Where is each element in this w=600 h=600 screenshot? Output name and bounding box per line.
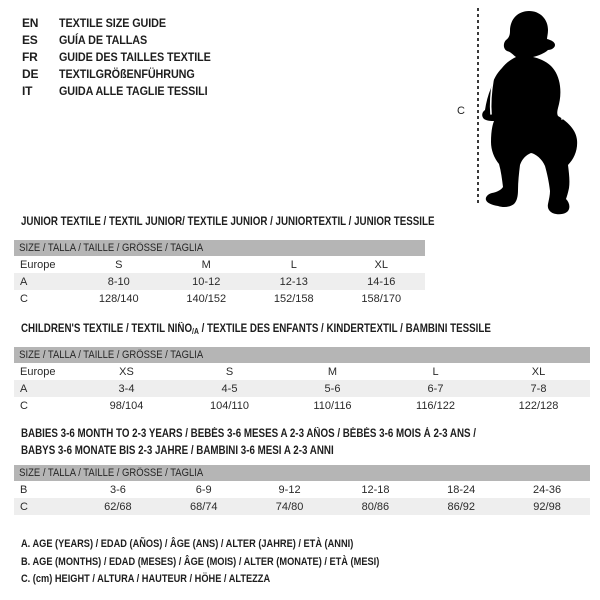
cell: 14-16 (367, 275, 396, 288)
cell: L (290, 258, 297, 271)
row-label: Europe (20, 258, 56, 271)
language-title: TEXTILGRÖßENFÜHRUNG (59, 66, 195, 81)
cell: 18-24 (447, 483, 476, 496)
table-size-header (14, 347, 590, 363)
language-code: FR (22, 49, 38, 64)
cell: XL (531, 365, 546, 378)
cell: 8-10 (107, 275, 130, 288)
legend-footnotes (21, 536, 448, 589)
baby-silhouette-image (480, 0, 600, 216)
cell: 68/74 (189, 500, 218, 513)
height-dotted-line (477, 8, 479, 206)
cell: 4-5 (221, 382, 238, 395)
language-code: ES (22, 32, 38, 47)
babies-title-line1: BABIES 3-6 MONTH TO 2-3 YEARS / BEBÉS 3-6 MESES A 2-3 AÑOS / BÉBÉS 3-6 MOIS À 2-3 ANS / (21, 428, 477, 440)
cell: M (327, 365, 338, 378)
cell: 122/128 (518, 399, 559, 412)
table-size-header (14, 240, 425, 256)
row-label: C (20, 292, 28, 305)
junior-section-title: JUNIOR TEXTILE / TEXTIL JUNIOR/ TEXTILE JUNIOR / JUNIORTEXTIL / JUNIOR TESSILE (21, 216, 435, 228)
cell: XL (374, 258, 388, 271)
children-section-title (21, 321, 491, 340)
language-title: GUIDE DES TAILLES TEXTILE (59, 49, 211, 64)
row-label: Europe (20, 365, 56, 378)
cell: 9-12 (278, 483, 301, 496)
table-row (14, 498, 590, 515)
size-header-label: SIZE / TALLA / TAILLE / GRÖSSE / TAGLIA (19, 467, 204, 479)
cell: 7-8 (530, 382, 547, 395)
table-row (14, 481, 590, 498)
cell: 104/110 (210, 399, 249, 412)
size-header-label: SIZE / TALLA / TAILLE / GRÖSSE / TAGLIA (19, 349, 204, 361)
cell: 24-36 (532, 483, 562, 496)
cell: 128/140 (98, 292, 139, 305)
cell: XS (119, 365, 134, 378)
cell: 5-6 (324, 382, 341, 395)
cell: 10-12 (192, 275, 221, 288)
cell: 74/80 (275, 500, 304, 513)
language-code: IT (22, 83, 33, 98)
junior-table (14, 240, 425, 307)
language-title: TEXTILE SIZE GUIDE (59, 15, 167, 30)
table-size-header (14, 465, 590, 481)
row-label: C (20, 500, 28, 513)
cell: 116/122 (416, 399, 455, 412)
row-label: A (20, 275, 28, 288)
language-row (22, 31, 228, 48)
language-code: EN (22, 15, 39, 30)
cell: 80/86 (361, 500, 390, 513)
language-row (22, 65, 228, 82)
table-row (14, 256, 425, 273)
children-title-subscript: /A (192, 327, 199, 336)
cell: 152/158 (273, 292, 314, 305)
table-row (14, 380, 590, 397)
row-label: A (20, 382, 28, 395)
cell: 12-18 (361, 483, 390, 496)
cell: S (115, 258, 123, 271)
cell: 3-4 (118, 382, 135, 395)
cell: L (432, 365, 439, 378)
cell: 3-6 (109, 483, 126, 496)
babies-section-title (21, 426, 476, 460)
footnote-c: C. (cm) HEIGHT / ALTURA / HAUTEUR / HÖHE / ALTEZZA (21, 573, 271, 585)
cell: 12-13 (279, 275, 308, 288)
cell: 140/152 (186, 292, 227, 305)
row-label: B (20, 483, 28, 496)
cell: 62/68 (104, 500, 132, 513)
row-label: C (20, 399, 28, 412)
language-title: GUÍA DE TALLAS (59, 32, 148, 47)
table-row (14, 397, 590, 414)
table-row (14, 363, 590, 380)
footnote-b: B. AGE (MONTHS) / EDAD (MESES) / ÂGE (MOIS) / ALTER (MONATE) / ETÀ (MESI) (21, 555, 380, 568)
cell: 86/92 (447, 500, 475, 513)
babies-table (14, 465, 590, 515)
cell: S (225, 365, 234, 378)
cell: M (201, 258, 211, 271)
cell: 158/170 (361, 292, 402, 305)
language-row (22, 14, 228, 31)
children-title-post: / TEXTILE DES ENFANTS / KINDERTEXTIL / BAMBINI TESSILE (198, 323, 491, 335)
size-header-label: SIZE / TALLA / TAILLE / GRÖSSE / TAGLIA (19, 242, 204, 254)
language-list (22, 14, 228, 99)
table-row (14, 273, 425, 290)
language-row (22, 48, 228, 65)
language-code: DE (22, 66, 39, 81)
cell: 98/104 (109, 399, 144, 412)
language-title: GUIDA ALLE TAGLIE TESSILI (59, 83, 208, 98)
footnote-a: A. AGE (YEARS) / EDAD (AÑOS) / ÂGE (ANS) / ALTER (JAHRE) / ETÀ (ANNI) (21, 538, 354, 550)
height-measure-label: C (457, 105, 465, 117)
table-row (14, 290, 425, 307)
cell: 110/116 (313, 399, 352, 412)
children-table (14, 347, 590, 414)
cell: 6-9 (195, 483, 212, 496)
language-row (22, 82, 228, 99)
babies-title-line2: BABYS 3-6 MONATE BIS 2-3 JAHRE / BAMBINI 3-6 MESI A 2-3 ANNI (21, 445, 334, 457)
cell: 6-7 (427, 382, 444, 395)
children-title-pre: CHILDREN'S TEXTILE / TEXTIL NIÑO (21, 323, 193, 335)
cell: 92/98 (533, 500, 561, 513)
